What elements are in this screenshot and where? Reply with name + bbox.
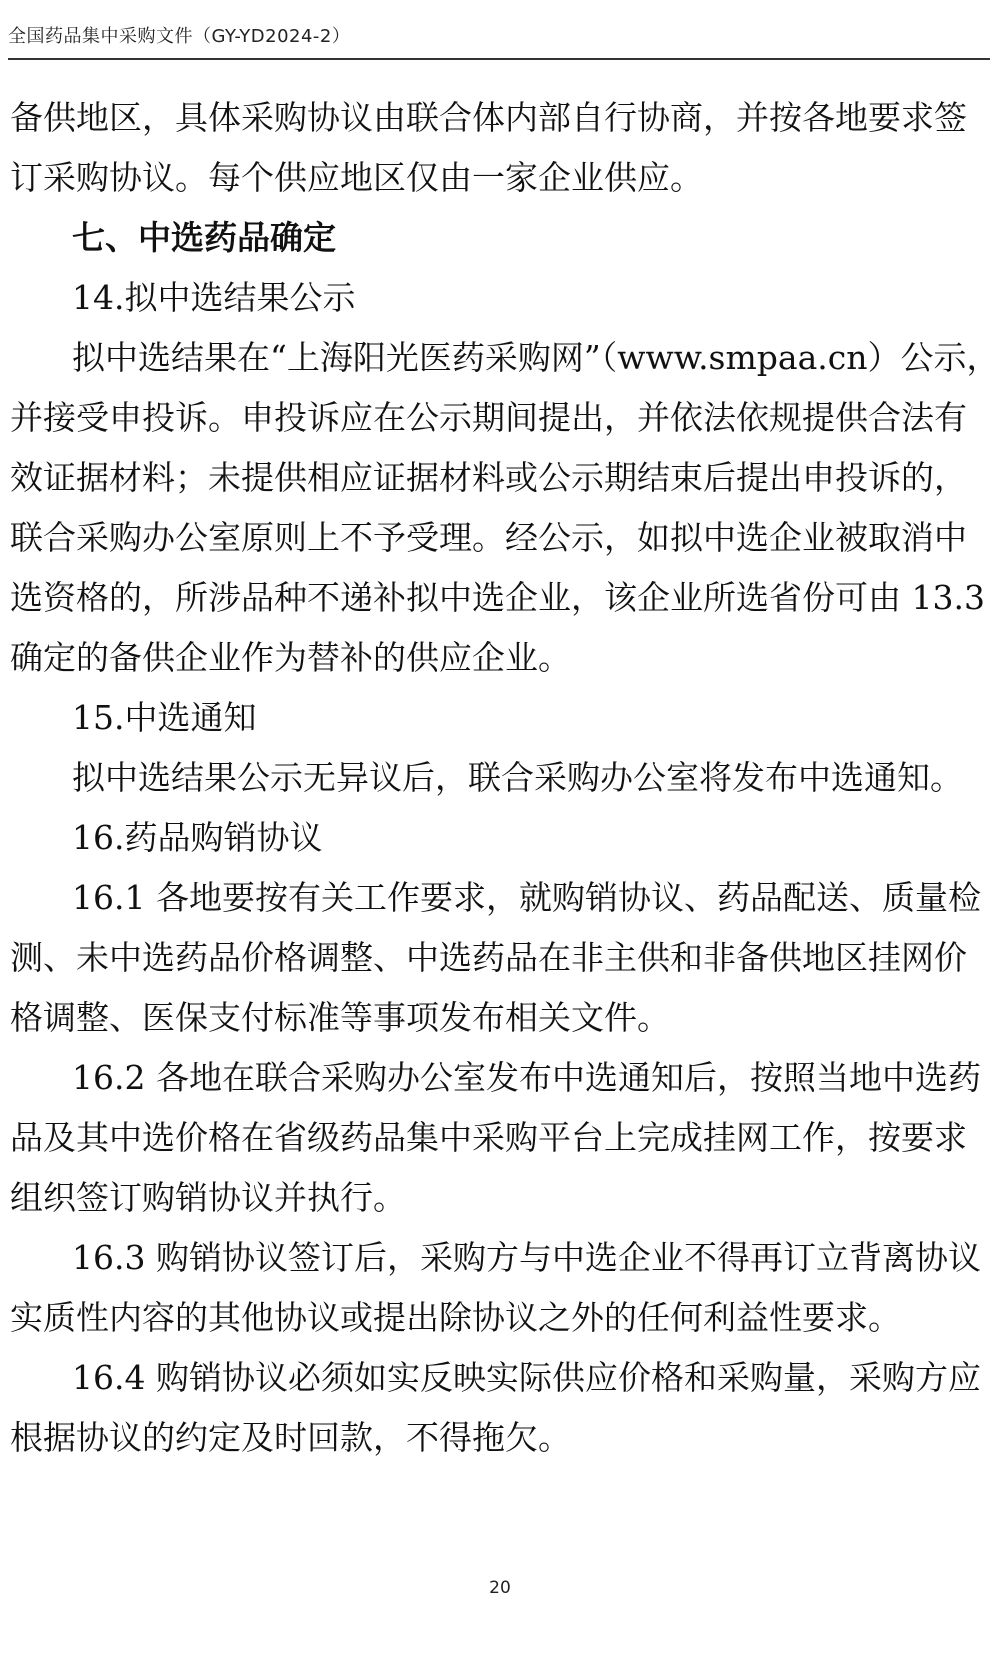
- body-line: 16.2 各地在联合采购办公室发布中选通知后，按照当地中选药: [72, 1058, 981, 1097]
- header-divider: [8, 58, 990, 60]
- body-line: 确定的备供企业作为替补的供应企业。: [10, 638, 571, 677]
- body-line: 拟中选结果公示无异议后，联合采购办公室将发布中选通知。: [72, 758, 963, 797]
- body-line: 并接受申投诉。申投诉应在公示期间提出，并依法依规提供合法有: [10, 398, 967, 437]
- body-line: 品及其中选价格在省级药品集中采购平台上完成挂网工作，按要求: [10, 1118, 967, 1157]
- body-line: 根据协议的约定及时回款，不得拖欠。: [10, 1418, 571, 1457]
- document-header: 全国药品集中采购文件（GY-YD2024-2）: [8, 26, 351, 47]
- page-number: 20: [489, 1578, 511, 1598]
- subsection-heading: 14.拟中选结果公示: [72, 278, 356, 317]
- section-heading: 七、中选药品确定: [72, 218, 336, 257]
- body-line: 联合采购办公室原则上不予受理。经公示，如拟中选企业被取消中: [10, 518, 967, 557]
- body-line: 效证据材料；未提供相应证据材料或公示期结束后提出申投诉的，: [10, 458, 967, 497]
- subsection-heading: 15.中选通知: [72, 698, 257, 737]
- body-line: 16.3 购销协议签订后，采购方与中选企业不得再订立背离协议: [72, 1238, 981, 1277]
- body-line: 拟中选结果在“上海阳光医药采购网”（www.smpaa.cn）公示，: [72, 338, 1000, 377]
- body-line: 选资格的，所涉品种不递补拟中选企业，该企业所选省份可由 13.3: [10, 578, 985, 617]
- body-line: 实质性内容的其他协议或提出除协议之外的任何利益性要求。: [10, 1298, 901, 1337]
- subsection-heading: 16.药品购销协议: [72, 818, 323, 857]
- body-line: 16.1 各地要按有关工作要求，就购销协议、药品配送、质量检: [72, 878, 981, 917]
- body-line: 格调整、医保支付标准等事项发布相关文件。: [10, 998, 670, 1037]
- body-line: 测、未中选药品价格调整、中选药品在非主供和非备供地区挂网价: [10, 938, 967, 977]
- body-line: 备供地区，具体采购协议由联合体内部自行协商，并按各地要求签: [10, 98, 967, 137]
- body-line: 16.4 购销协议必须如实反映实际供应价格和采购量，采购方应: [72, 1358, 981, 1397]
- body-line: 组织签订购销协议并执行。: [10, 1178, 406, 1217]
- body-line: 订采购协议。每个供应地区仅由一家企业供应。: [10, 158, 703, 197]
